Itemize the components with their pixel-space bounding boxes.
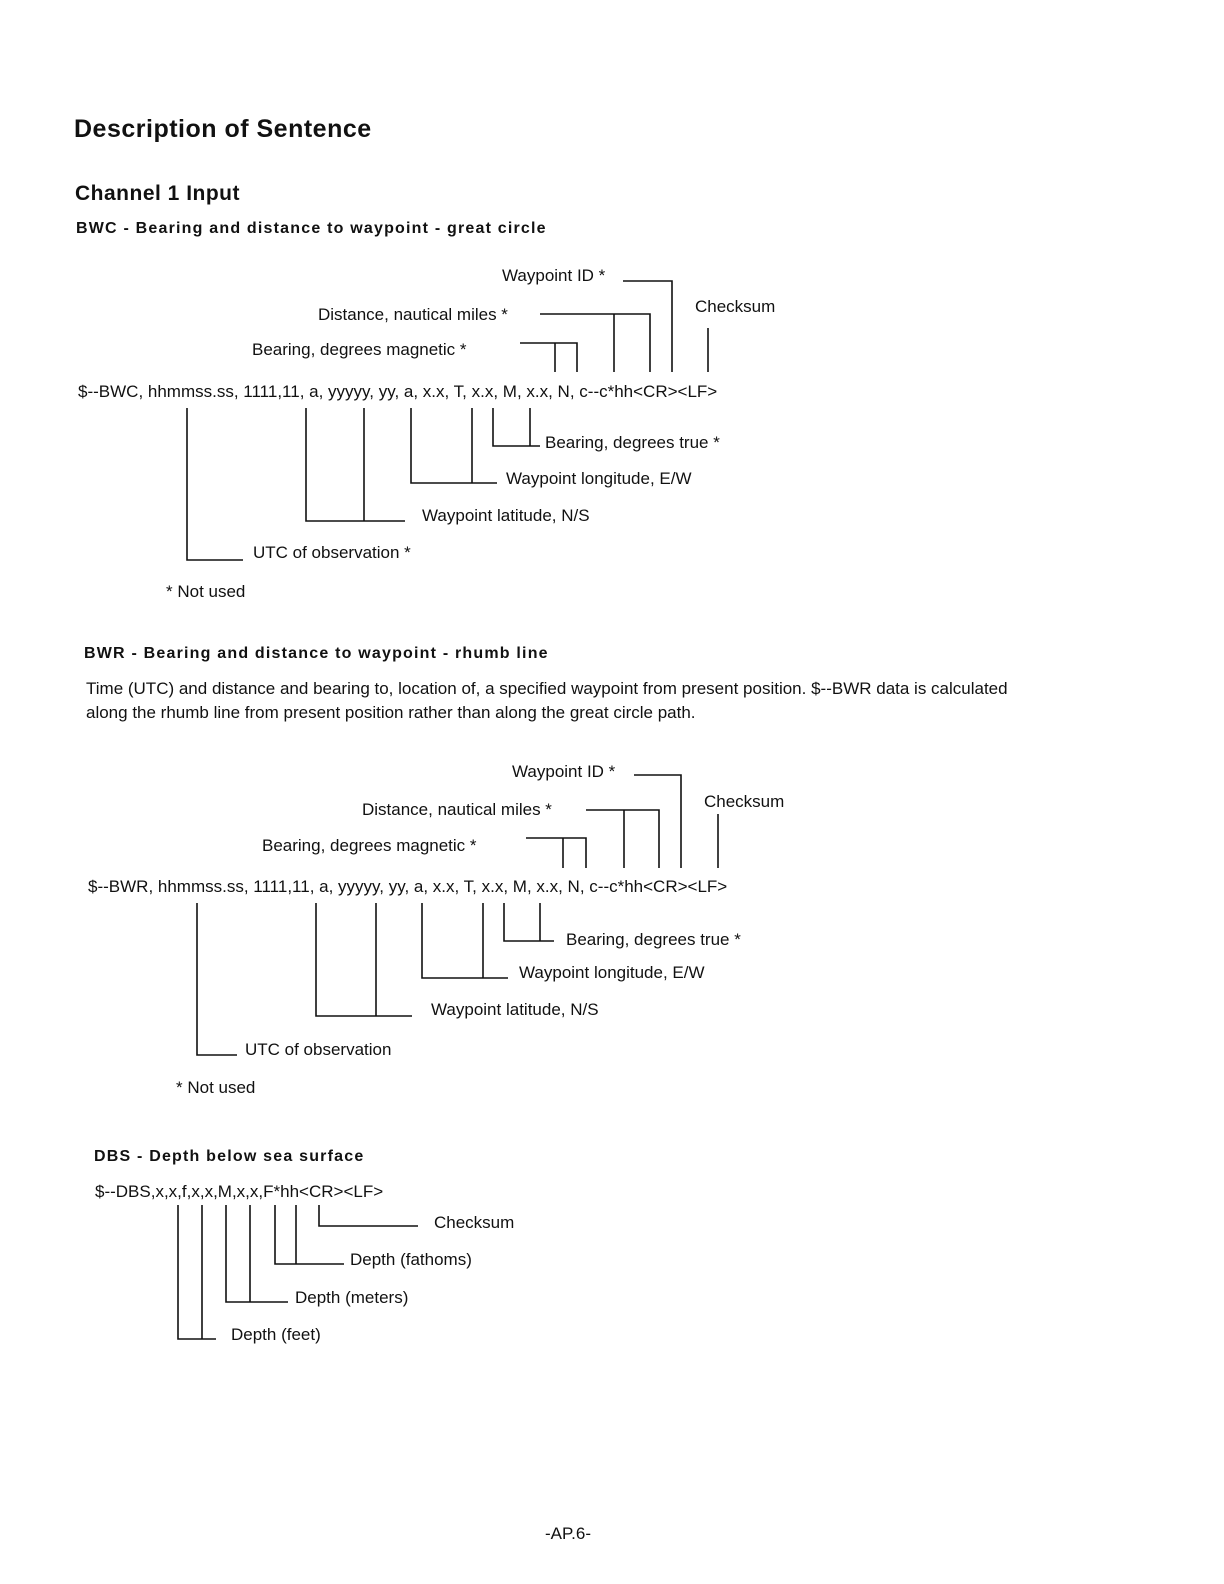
- bwc-bearing-true-label: Bearing, degrees true *: [545, 433, 720, 452]
- bwc-waypoint-longitude-label: Waypoint longitude, E/W: [506, 469, 692, 488]
- bwr-waypoint-longitude-label: Waypoint longitude, E/W: [519, 963, 705, 982]
- bwc-not-used-note: * Not used: [166, 582, 246, 601]
- dbs-sentence: $--DBS,x,x,f,x,x,M,x,x,F*hh<CR><LF>: [95, 1182, 384, 1201]
- section-subheading: Channel 1 Input: [75, 182, 240, 205]
- bwc-checksum-label: Checksum: [695, 297, 776, 316]
- dbs-depth-meters-label: Depth (meters): [295, 1288, 409, 1307]
- bwr-distance-label: Distance, nautical miles *: [362, 800, 552, 819]
- bwr-not-used-note: * Not used: [176, 1078, 256, 1097]
- bwr-utc-label: UTC of observation: [245, 1040, 392, 1059]
- bwr-distance-leader: [586, 810, 659, 868]
- bwr-bearing-magnetic-leader: [526, 838, 586, 868]
- bwr-waypoint-id-label: Waypoint ID *: [512, 762, 616, 781]
- bwr-checksum-label: Checksum: [704, 792, 785, 811]
- bwr-bearing-true-leader: [504, 903, 554, 941]
- bwc-bearing-true-leader: [493, 408, 540, 446]
- bwc-waypoint-latitude-label: Waypoint latitude, N/S: [422, 506, 590, 525]
- dbs-checksum-leader: [319, 1205, 418, 1226]
- bwr-title: BWR - Bearing and distance to waypoint - rhumb line: [84, 645, 549, 662]
- bwr-waypoint-id-leader: [634, 775, 681, 868]
- dbs-depth-meters-leader: [226, 1205, 288, 1302]
- bwc-title: BWC - Bearing and distance to waypoint - great circle: [76, 220, 547, 237]
- bwc-waypoint-latitude-leader: [306, 408, 405, 521]
- bwr-bearing-magnetic-label: Bearing, degrees magnetic *: [262, 836, 477, 855]
- bwr-description: Time (UTC) and distance and bearing to, location of, a specified waypoint from present position. $--BWR data is calculated along the rhumb line from present position rather than along the great circle path.: [86, 679, 1008, 722]
- dbs-depth-feet-label: Depth (feet): [231, 1325, 321, 1344]
- bwr-sentence: $--BWR, hhmmss.ss, 1111,11, a, yyyyy, yy, a, x.x, T, x.x, M, x.x, N, c--c*hh<CR><LF>: [88, 877, 728, 896]
- dbs-depth-feet-leader: [178, 1205, 216, 1339]
- bwr-utc-leader: [197, 903, 237, 1055]
- bwc-waypoint-id-label: Waypoint ID *: [502, 266, 606, 285]
- dbs-depth-fathoms-leader: [275, 1205, 344, 1264]
- dbs-checksum-label: Checksum: [434, 1213, 515, 1232]
- bwr-waypoint-latitude-label: Waypoint latitude, N/S: [431, 1000, 599, 1019]
- bwc-utc-leader: [187, 408, 243, 560]
- bwc-bearing-magnetic-label: Bearing, degrees magnetic *: [252, 340, 467, 359]
- bwc-bearing-magnetic-leader: [520, 343, 577, 372]
- page-heading: Description of Sentence: [74, 115, 372, 143]
- bwc-waypoint-longitude-leader: [411, 408, 497, 483]
- bwc-utc-label: UTC of observation *: [253, 543, 411, 562]
- page-number: -AP.6-: [545, 1524, 591, 1543]
- bwr-waypoint-longitude-leader: [422, 903, 508, 978]
- dbs-depth-fathoms-label: Depth (fathoms): [350, 1250, 472, 1269]
- dbs-title: DBS - Depth below sea surface: [94, 1148, 365, 1165]
- bwr-bearing-true-label: Bearing, degrees true *: [566, 930, 741, 949]
- bwc-distance-label: Distance, nautical miles *: [318, 305, 508, 324]
- bwc-sentence: $--BWC, hhmmss.ss, 1111,11, a, yyyyy, yy, a, x.x, T, x.x, M, x.x, N, c--c*hh<CR><LF>: [78, 382, 718, 401]
- bwr-waypoint-latitude-leader: [316, 903, 412, 1016]
- bwc-waypoint-id-leader: [623, 281, 672, 372]
